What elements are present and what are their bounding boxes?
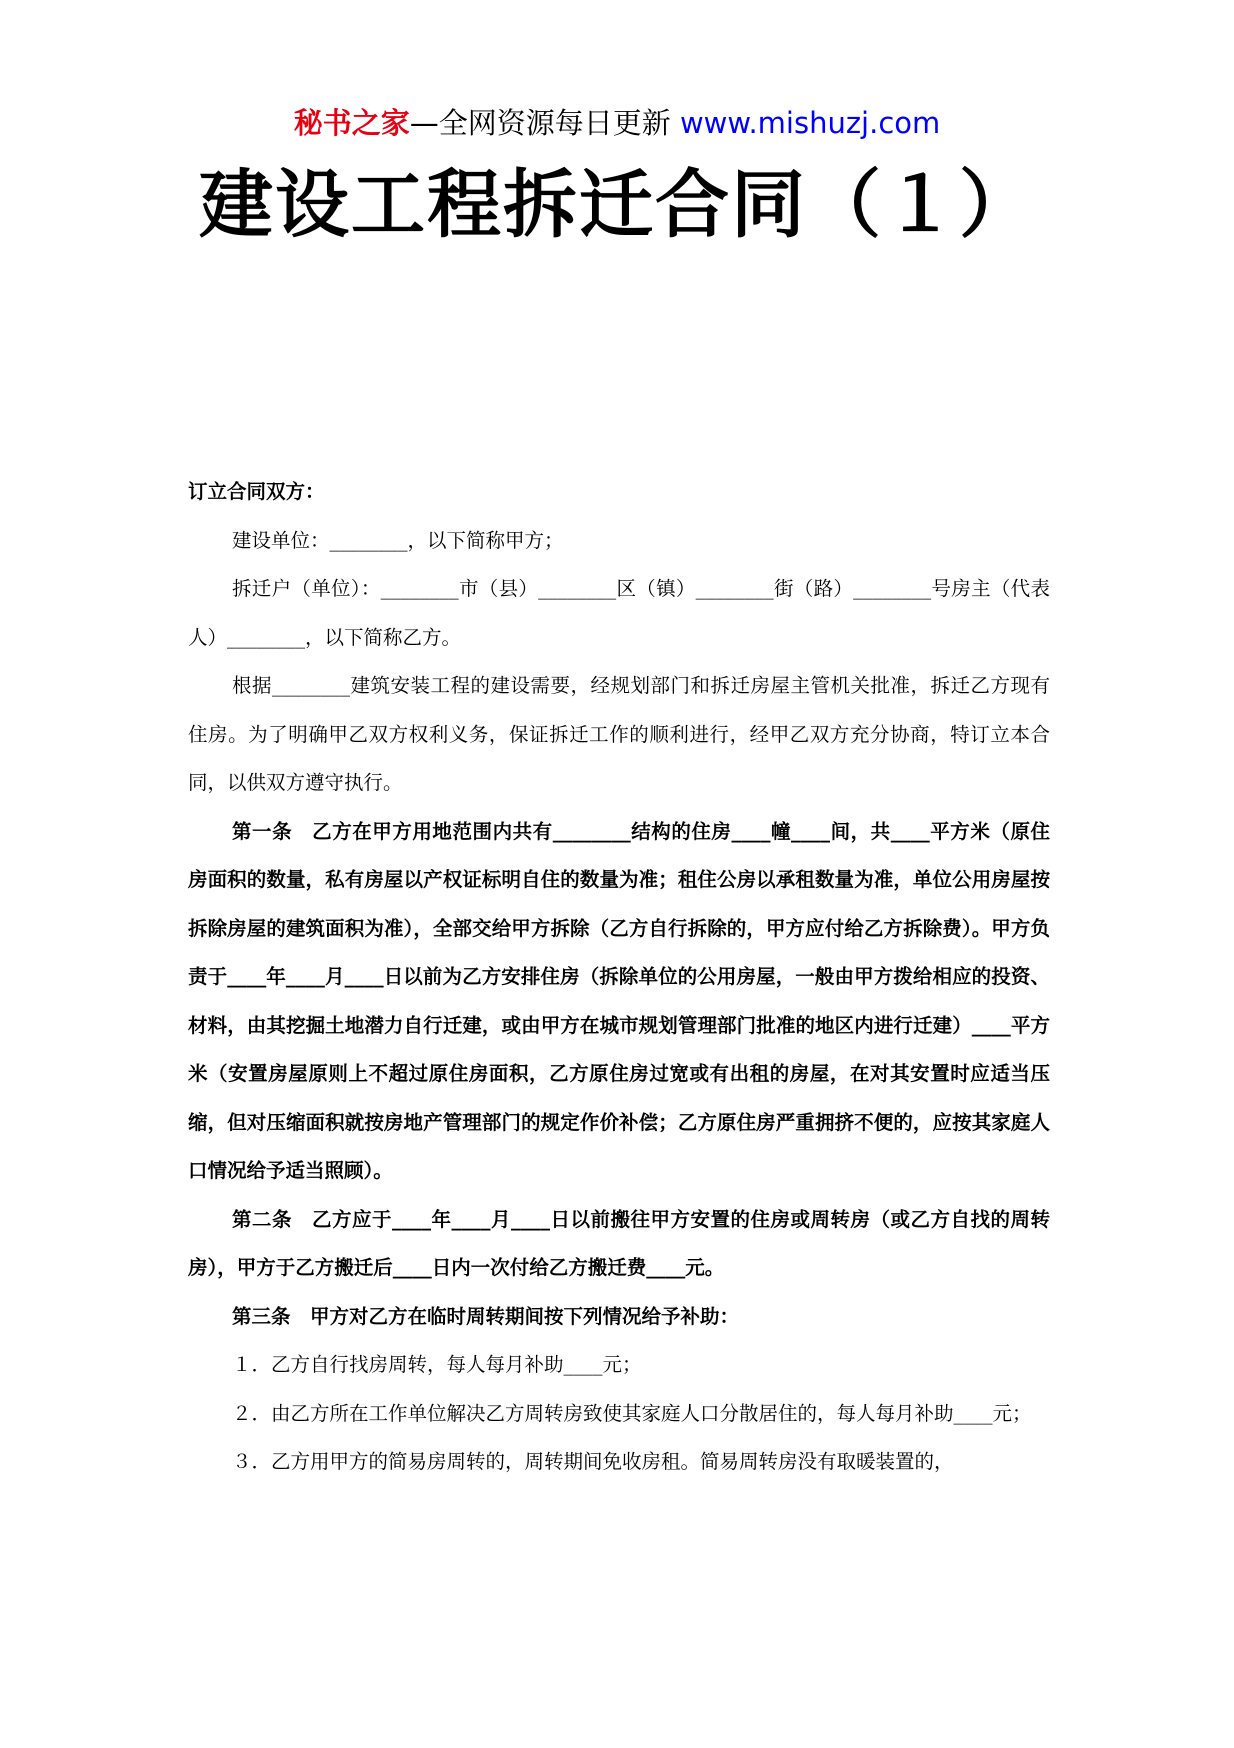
site-banner [0,103,1234,143]
banner-brand: 秘书之家 [293,106,410,140]
paragraph: ３．乙方用甲方的简易房周转的，周转期间免收房租。简易周转房没有取暖装置的， [232,1450,954,1473]
banner-slogan: —全网资源每日更新 [409,106,680,140]
paragraph: １．乙方自行找房周转，每人每月补助____元； [232,1353,642,1376]
paragraph: 订立合同双方： [188,480,325,503]
banner-url[interactable]: www.mishuzj.com [679,106,941,140]
paragraph: 第二条 乙方应于____年____月____日以前搬往甲方安置的住房或周转房（或乙方自找的周转房），甲方于乙方搬迁后____日内一次付给乙方搬迁费____元。 [188,1207,1050,1279]
paragraph: 第三条 甲方对乙方在临时周转期间按下列情况给予补助： [232,1304,740,1328]
document-title: 建设工程拆迁合同（１） [199,162,1035,248]
paragraph: 第一条 乙方在甲方用地范围内共有________结构的住房____幢____间，共____平方米（原住房面积的数量，私有房屋以产权证标明自住的数量为准；租住公房以承租数量为准，单位公用房屋按拆除房屋的建筑面积为准），全部交给甲方拆除（乙方自行拆除的，甲方应付给乙方拆除费）。甲方负责于____年____月____日以前为乙方安排住房（拆除单位的公用房屋，一般由甲方拨给相应的投资、材料，由其挖掘土地潜力自行迁建，或由甲方在城市规划管理部门批准的地区内进行迁建）____平方米（安置房屋原则上不超过原住房面积，乙方原住房过宽或有出租的房屋，在对其安置时应适当压缩，但对压缩面积就按房地产管理部门的规定作价补偿；乙方原住房严重拥挤不便的，应按其家庭人口情况给予适当照顾）。 [188,819,1050,1182]
paragraph: 建设单位：________，以下简称甲方； [232,528,564,552]
paragraph: ２．由乙方所在工作单位解决乙方周转房致使其家庭人口分散居住的，每人每月补助____元； [232,1401,1032,1425]
document-body [188,468,1050,1487]
paragraph: 拆迁户（单位）：________市（县）________区（镇）________街（路）________号房主（代表人）________，以下简称乙方。 [188,577,1050,649]
paragraph: 根据________建筑安装工程的建设需要，经规划部门和拆迁房屋主管机关批准，拆迁乙方现有住房。为了明确甲乙双方权利义务，保证拆迁工作的顺利进行，经甲乙双方充分协商，特订立本合同，以供双方遵守执行。 [188,674,1050,794]
